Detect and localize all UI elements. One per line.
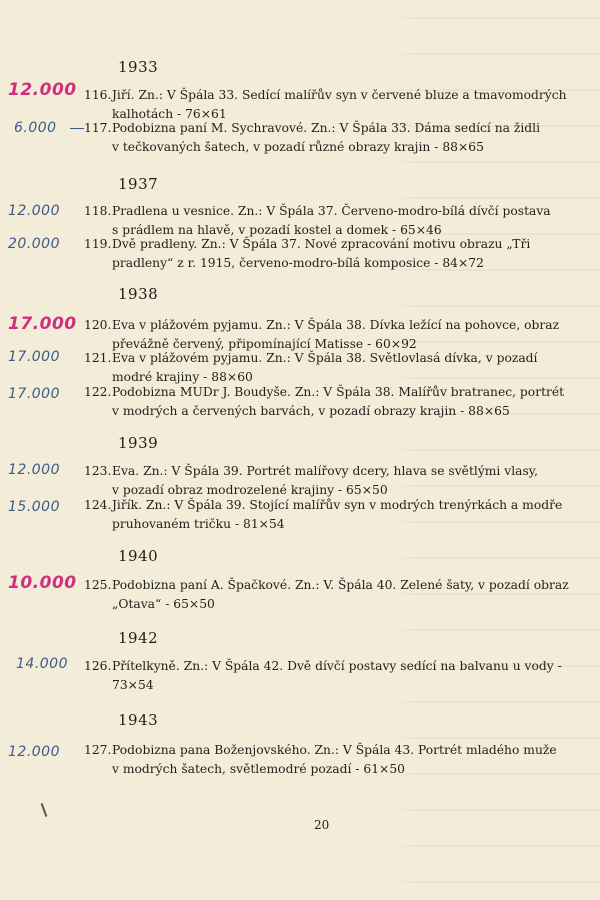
handwritten-price: 12.000 <box>8 744 60 760</box>
entry-text: Pradlena u vesnice. Zn.: V Špála 37. Červeno-modro-bílá dívčí postava <box>112 204 551 218</box>
entry-number: 117. <box>84 121 112 135</box>
year-heading: 1943 <box>118 711 159 729</box>
handwritten-price: 17.000 <box>8 386 60 402</box>
year-heading: 1938 <box>118 285 159 303</box>
entry-text-cont: 73×54 <box>112 677 154 692</box>
entry-number: 116. <box>84 88 112 102</box>
pencil-mark <box>41 803 48 817</box>
entry-text-cont: v modrých šatech, světlemodré pozadí - 61×50 <box>112 761 405 776</box>
handwritten-price: 12.000 <box>8 203 60 219</box>
entry-text-cont: v modrých a červených barvách, v pozadí obrazy krajin - 88×65 <box>112 403 510 418</box>
entry-text-cont: pradleny“ z r. 1915, červeno-modro-bílá komposice - 84×72 <box>112 255 484 270</box>
entry-number: 126. <box>84 659 112 673</box>
entry-text: Jiří. Zn.: V Špála 33. Sedící malířův syn v červené bluze a tmavomodrých <box>112 88 567 102</box>
entry-text: Podobizna MUDr J. Boudyše. Zn.: V Špála 38. Malířův bratranec, portrét <box>112 385 565 399</box>
handwritten-price: 15.000 <box>8 499 60 515</box>
entry-text: Dvě pradleny. Zn.: V Špála 37. Nové zpracování motivu obrazu „Tři <box>112 237 531 251</box>
catalog-entry <box>84 383 574 420</box>
entry-text: Podobizna paní M. Sychravové. Zn.: V Špála 33. Dáma sedící na židli <box>112 121 541 135</box>
page-number: 20 <box>314 818 330 832</box>
year-heading: 1939 <box>118 434 159 452</box>
handwritten-price: 10.000 <box>8 573 77 593</box>
entry-text-cont: v pozadí obraz modrozelené krajiny - 65×50 <box>112 482 388 497</box>
entry-text: Eva v plážovém pyjamu. Zn.: V Špála 38. Světlovlasá dívka, v pozadí <box>112 351 538 365</box>
catalog-entry <box>84 496 574 533</box>
entry-text: Eva. Zn.: V Špála 39. Portrét malířovy dcery, hlava se světlými vlasy, <box>112 464 539 478</box>
year-heading: 1940 <box>118 547 159 565</box>
catalog-entry <box>84 202 574 239</box>
entry-number: 124. <box>84 498 112 512</box>
entry-text-cont: převážně červený, připomínající Matisse - 60×92 <box>112 336 417 351</box>
handwritten-price: 14.000 <box>16 656 68 672</box>
price-dash <box>70 128 84 129</box>
entry-number: 119. <box>84 237 112 251</box>
catalog-entry <box>84 119 574 156</box>
catalog-entry <box>84 576 574 613</box>
entry-text-cont: modré krajiny - 88×60 <box>112 369 253 384</box>
entry-number: 122. <box>84 385 112 399</box>
entry-text: Jiřík. Zn.: V Špála 39. Stojící malířův syn v modrých trenýrkách a modře <box>112 498 563 512</box>
entry-text-cont: „Otava“ - 65×50 <box>112 596 215 611</box>
entry-number: 125. <box>84 578 112 592</box>
catalog-entry <box>84 657 574 694</box>
entry-text: Podobizna paní A. Špačkové. Zn.: V. Špála 40. Zelené šaty, v pozadí obraz <box>112 578 569 592</box>
entry-text-cont: s prádlem na hlavě, v pozadí kostel a domek - 65×46 <box>112 222 442 237</box>
handwritten-price: 17.000 <box>8 314 77 334</box>
catalog-entry <box>84 349 574 386</box>
entry-text-cont: kalhotách - 76×61 <box>112 106 227 121</box>
entry-number: 123. <box>84 464 112 478</box>
entry-text: Přítelkyně. Zn.: V Špála 42. Dvě dívčí postavy sedící na balvanu u vody - <box>112 659 562 673</box>
year-heading: 1933 <box>118 58 159 76</box>
handwritten-price: 12.000 <box>8 80 77 100</box>
catalog-entry <box>84 741 574 778</box>
catalog-entry <box>84 86 574 123</box>
entry-number: 120. <box>84 318 112 332</box>
year-heading: 1937 <box>118 175 159 193</box>
catalog-entry <box>84 316 574 353</box>
entry-text: Podobizna pana Boženjovského. Zn.: V Špála 43. Portrét mladého muže <box>112 743 557 757</box>
entry-number: 118. <box>84 204 112 218</box>
entry-text: Eva v plážovém pyjamu. Zn.: V Špála 38. Dívka ležící na pohovce, obraz <box>112 318 560 332</box>
catalog-entry <box>84 462 574 499</box>
entry-text-cont: v tečkovaných šatech, v pozadí různé obrazy krajin - 88×65 <box>112 139 484 154</box>
entry-number: 121. <box>84 351 112 365</box>
handwritten-price: 20.000 <box>8 236 60 252</box>
catalog-entry <box>84 235 574 272</box>
entry-number: 127. <box>84 743 112 757</box>
handwritten-price: 12.000 <box>8 462 60 478</box>
year-heading: 1942 <box>118 629 159 647</box>
handwritten-price: 17.000 <box>8 349 60 365</box>
handwritten-price: 6.000 <box>14 120 57 136</box>
entry-text-cont: pruhovaném tričku - 81×54 <box>112 516 285 531</box>
